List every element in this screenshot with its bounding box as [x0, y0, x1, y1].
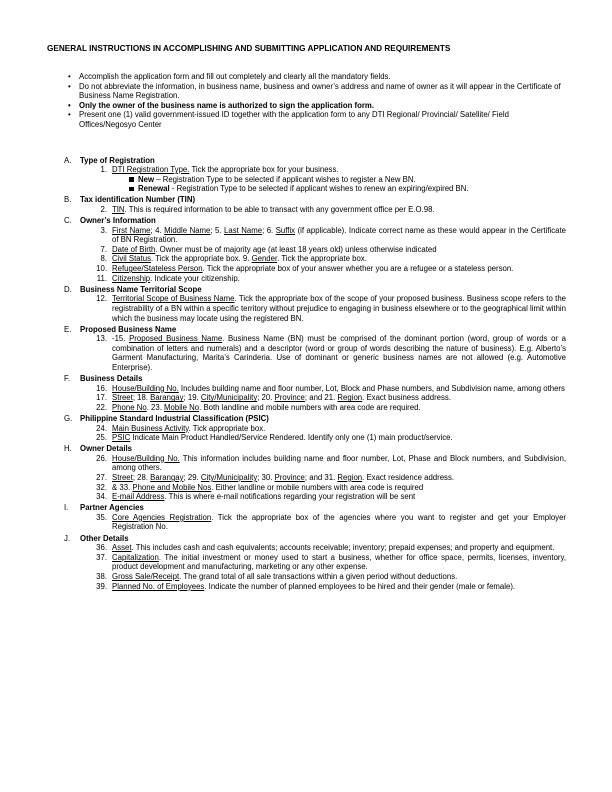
section-heading — [64, 285, 566, 295]
item-text: . Owner must be of majority age (at least 18 years old) unless otherwise indicated — [155, 244, 437, 254]
field-name: PSIC — [112, 433, 131, 443]
section-heading — [64, 195, 566, 205]
item-text: & 33. — [112, 482, 133, 492]
item-number: 1. — [100, 165, 107, 175]
item-number: 34. — [96, 492, 107, 502]
list-item — [64, 254, 566, 264]
list-item — [64, 384, 566, 394]
section-heading — [64, 444, 566, 454]
item-text: Includes building name and floor number, Lot, Block and Phase numbers, and Subdivision name, among others — [178, 383, 565, 393]
list-item — [64, 245, 566, 255]
section-title: Business Details — [80, 374, 143, 384]
general-instructions-list — [66, 72, 566, 130]
list-item: • Accomplish the application form and fill out completely and clearly all the mandatory fields. — [66, 72, 566, 82]
field-name: Suffix — [275, 225, 296, 235]
field-name: Street — [112, 393, 133, 403]
list-item — [64, 454, 566, 473]
item-number: 8. — [100, 254, 107, 264]
option-name: Renewal — [138, 184, 170, 194]
item-text: Tick the appropriate box for your business. — [189, 165, 339, 175]
item-text: ; 28. — [132, 473, 151, 482]
section-title: Proposed Business Name — [80, 324, 177, 334]
item-number: 11. — [96, 273, 107, 283]
section-letter: F. — [64, 374, 71, 384]
item-text: - Registration Type to be selected if applicant wishes to renew an expiring/expired BN. — [169, 184, 469, 194]
item-text: . This is where e-mail notifications regarding your registration will be sent — [164, 492, 416, 502]
item-text: . Tick the appropriate box. 9. — [151, 254, 252, 264]
section-letter: J. — [64, 533, 71, 543]
page-title: GENERAL INSTRUCTIONS IN ACCOMPLISHING AND SUBMITTING APPLICATION AND REQUIREMENTS — [47, 44, 451, 53]
field-name: Refugee/Stateless Person — [112, 264, 203, 274]
field-name: Phone and Mobile Nos — [132, 482, 212, 492]
item-text: . This is required information to be able to transact with any government office per E.O.98. — [124, 204, 435, 214]
item-number: 37. — [96, 552, 107, 562]
item-number: 2. — [100, 204, 107, 214]
list-item: • Present one (1) valid government-issued ID together with the application form to any DTI Regional/ Provincial/ Satellite/ Field Offices/Negosyo Center — [66, 110, 566, 129]
section-letter: G. — [64, 413, 73, 423]
item-text: . The grand total of all sale transactions within a given period without deductions. — [179, 571, 458, 581]
instruction-sections — [64, 154, 566, 591]
item-text: . Tick the appropriate box of your answer whether you are a refugee or a stateless person. — [202, 264, 514, 274]
list-item — [64, 582, 566, 592]
section-territorial-scope — [64, 285, 566, 323]
field-name: E-mail Address — [112, 492, 165, 502]
item-text: . Exact business address. — [362, 393, 451, 403]
section-psic — [64, 414, 566, 443]
item-text: . Tick the appropriate box. — [277, 254, 367, 264]
list-item — [64, 165, 566, 175]
list-item — [64, 226, 566, 245]
item-number: 16. — [96, 383, 107, 393]
item-text: . The initial investment or money used to start a business, whether for office space, permits, licenses, inventory, product development and manufacturing, marketing or any other expense. — [112, 552, 566, 572]
item-text: Indicate Main Product Handled/Service Rendered. Identify only one (1) main product/service. — [130, 433, 453, 443]
section-letter: B. — [64, 195, 72, 205]
item-number: 35. — [96, 512, 107, 522]
item-text: . Exact residence address. — [362, 473, 455, 482]
section-letter: D. — [64, 284, 72, 294]
field-name: City/Municipality — [200, 473, 258, 482]
section-letter: E. — [64, 324, 72, 334]
section-business-details — [64, 374, 566, 412]
section-title: Tax identification Number (TIN) — [80, 195, 196, 205]
list-item — [64, 403, 566, 413]
item-number: 17. — [96, 393, 107, 403]
field-name: Street — [112, 473, 133, 482]
list-item — [64, 393, 566, 403]
section-letter: H. — [64, 444, 72, 454]
item-text: . Either landline or mobile numbers with area code is required — [211, 482, 424, 492]
item-text: -15. — [112, 334, 130, 344]
section-title: Business Name Territorial Scope — [80, 284, 202, 294]
item-number: 7. — [100, 244, 107, 254]
field-name: Phone No — [112, 402, 147, 412]
section-heading — [64, 216, 566, 226]
section-heading — [64, 503, 566, 513]
section-title: Partner Agencies — [80, 503, 144, 513]
section-letter: I. — [64, 503, 69, 513]
item-text: . Tick the appropriate box of the agencies where you want to register and get your Employer Registration No. — [112, 512, 566, 532]
item-number: 26. — [96, 453, 107, 463]
option-name: New — [138, 174, 155, 184]
field-name: Province — [274, 393, 305, 403]
item-text: ; 5. — [210, 225, 225, 235]
list-item: • Only the owner of the business name is authorized to sign the application form. — [66, 101, 566, 111]
item-text: . This includes cash and cash equivalents; accounts receivable; inventory; prepaid expenses; and property and equipment. — [131, 543, 555, 553]
section-heading — [64, 156, 566, 166]
item-text: . Tick appropriate box. — [188, 423, 266, 433]
section-partner-agencies — [64, 503, 566, 532]
item-text: ; 30. — [257, 473, 275, 482]
section-heading — [64, 325, 566, 335]
field-name: House/Building No. — [112, 453, 180, 463]
field-name: Region — [337, 473, 363, 482]
field-name: DTI Registration Type. — [112, 165, 190, 175]
item-text: . Indicate the number of planned employees to be hired and their gender (male or female). — [204, 581, 516, 591]
list-item — [64, 483, 566, 493]
list-item — [64, 294, 566, 323]
item-number: 27. — [96, 473, 107, 482]
field-name: Gross Sale/Receipt — [112, 571, 180, 581]
field-name: Gender — [251, 254, 278, 264]
section-letter: C. — [64, 216, 72, 226]
section-tin — [64, 195, 566, 214]
list-item — [64, 424, 566, 434]
item-text: . Business Name (BN) must be comprised of the dominant portion (word, group of words or a combination of letters and numerals) and a descriptor (word or group of words describing the nature of business). E.g. Alberto’s Garment Manufacturing, Marita’s Carinderia. Use of dominant or generic business names are not allowed (e.g. Automotive Enterprise). — [112, 334, 566, 372]
list-item — [64, 264, 566, 274]
section-owner-details — [64, 444, 566, 502]
list-item — [64, 175, 566, 185]
item-number: 3. — [100, 225, 107, 235]
item-number: 13. — [96, 334, 107, 344]
field-name: Province — [274, 473, 305, 482]
field-name: TIN — [112, 204, 125, 214]
list-item — [64, 433, 566, 443]
section-proposed-business-name — [64, 325, 566, 373]
list-item — [64, 543, 566, 553]
field-name: Proposed Business Name — [129, 334, 223, 344]
field-name: Planned No. of Employees — [112, 581, 205, 591]
item-number: 38. — [96, 571, 107, 581]
section-heading — [64, 534, 566, 544]
item-text: ; and 21. — [304, 393, 338, 403]
item-text: ; 4. — [150, 225, 165, 235]
item-number: 12. — [96, 294, 107, 304]
field-name: Date of Birth — [112, 244, 156, 254]
field-name: Capitalization — [112, 552, 159, 562]
item-text: . Tick the appropriate box of the scope of your proposed business. Business scope refers to the registrability of a BN within a specific territory without prejudice to engaging in business elsewhere or to the geographical limit within which the business may locate using the registered BN. — [112, 294, 566, 323]
section-title: Philippine Standard Industrial Classification (PSIC) — [80, 413, 269, 423]
field-name: Middle Name — [164, 225, 211, 235]
section-type-of-registration — [64, 156, 566, 194]
field-name: Mobile No — [164, 402, 200, 412]
item-number: 39. — [96, 581, 107, 591]
section-heading — [64, 374, 566, 384]
item-text: ; 20. — [257, 393, 275, 403]
section-title: Owner’s Information — [80, 216, 156, 226]
item-text: (if applicable). Indicate correct name as these would appear in the Certificate of BN Registration. — [112, 225, 566, 245]
item-number: 10. — [96, 264, 107, 274]
item-text: This information includes building name and floor number, Lot, Phase and Block numbers, and Subdivision, among others. — [112, 453, 566, 473]
list-item — [64, 274, 566, 284]
item-number: 22. — [96, 402, 107, 412]
field-name: Core Agencies Registration — [112, 512, 212, 522]
list-item — [64, 513, 566, 532]
list-item — [64, 572, 566, 582]
item-text: ; 19. — [183, 393, 201, 403]
item-text: ; 29. — [183, 473, 201, 482]
item-text: . Both landline and mobile numbers with area code are required. — [199, 402, 421, 412]
list-item — [64, 492, 566, 502]
list-item — [64, 473, 566, 483]
list-item — [64, 184, 566, 194]
field-name: Last Name — [224, 225, 263, 235]
item-text: ; and 31. — [304, 473, 338, 482]
section-owners-information — [64, 216, 566, 283]
field-name: First Name — [112, 225, 151, 235]
field-name: Territorial Scope of Business Name — [112, 294, 235, 304]
item-number: 24. — [96, 423, 107, 433]
field-name: Main Business Activity — [112, 423, 189, 433]
field-name: Asset — [112, 543, 132, 553]
field-name: Citizenship — [112, 273, 151, 283]
item-text: ; 18. — [132, 393, 151, 403]
field-name: House/Building No. — [112, 383, 179, 393]
list-item: • Do not abbreviate the information, in business name, business and owner’s address and name of owner as it will appear in the Certificate of Business Name Registration. — [66, 82, 566, 101]
section-letter: A. — [64, 155, 72, 165]
square-bullet-icon — [129, 187, 134, 192]
list-item — [64, 205, 566, 215]
field-name: City/Municipality — [200, 393, 258, 403]
section-heading — [64, 414, 566, 424]
field-name: Barangay — [150, 393, 184, 403]
section-other-details — [64, 534, 566, 592]
field-name: Civil Status — [112, 254, 151, 264]
section-title: Owner Details — [80, 444, 132, 454]
item-text: – Registration Type to be selected if applicant wishes to register a New BN. — [154, 174, 416, 184]
item-number: 32. — [96, 482, 107, 492]
item-text: . 23. — [146, 402, 165, 412]
section-title: Other Details — [80, 533, 129, 543]
item-text: . Indicate your citizenship. — [150, 273, 240, 283]
section-title: Type of Registration — [80, 155, 155, 165]
item-number: 25. — [96, 433, 107, 443]
field-name: Barangay — [150, 473, 184, 482]
item-text: ; 6. — [262, 225, 276, 235]
field-name: Region — [337, 393, 363, 403]
square-bullet-icon — [129, 177, 134, 182]
list-item — [64, 334, 566, 372]
list-item — [64, 553, 566, 572]
item-number: 36. — [96, 543, 107, 553]
